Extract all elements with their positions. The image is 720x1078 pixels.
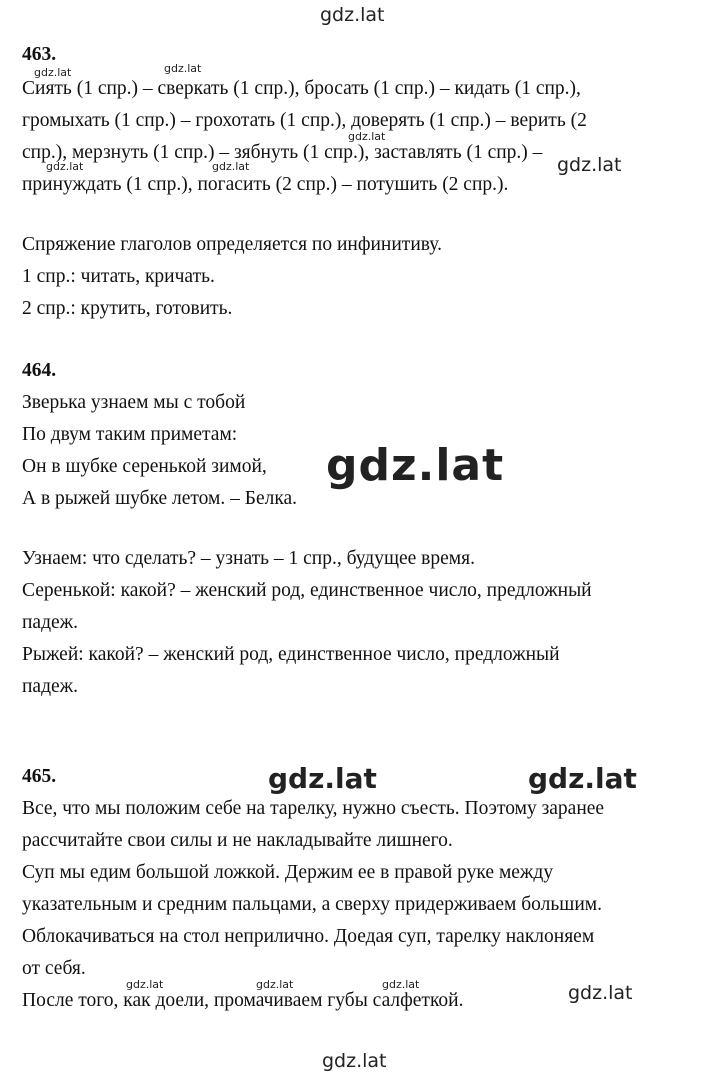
watermark-top: gdz.lat [320, 4, 385, 26]
rule-line: Спряжение глаголов определяется по инфинитиву. [22, 234, 442, 255]
watermark-small: gdz.lat [126, 978, 164, 991]
task-number-465: 465. [22, 766, 57, 787]
analysis-line: Узнаем: что сделать? – узнать – 1 спр., будущее время. [22, 548, 475, 569]
poem-line: По двум таким приметам: [22, 424, 238, 445]
watermark-small: gdz.lat [34, 66, 72, 79]
task-number-464: 464. [22, 360, 57, 381]
task-465-line: Все, что мы положим себе на тарелку, нужно съесть. Поэтому заранее [22, 798, 605, 819]
rule-line: 1 спр.: читать, кричать. [22, 266, 215, 287]
rule-line: 2 спр.: крутить, готовить. [22, 298, 233, 319]
analysis-line: Рыжей: какой? – женский род, единственное число, предложный [22, 644, 560, 665]
watermark-large-right: gdz.lat [528, 762, 637, 795]
watermark-side-top: gdz.lat [557, 154, 622, 176]
task-465-line: указательным и средним пальцами, а сверху придерживаем большим. [22, 894, 602, 915]
watermark-small: gdz.lat [164, 62, 202, 75]
task-465-line: рассчитайте свои силы и не накладывайте лишнего. [22, 830, 453, 851]
watermark-bottom: gdz.lat [322, 1050, 387, 1072]
watermark-side-bottom: gdz.lat [568, 982, 633, 1004]
analysis-line: падеж. [22, 676, 79, 697]
task-463-line: Сиять (1 спр.) – сверкать (1 спр.), бросать (1 спр.) – кидать (1 спр.), [22, 78, 581, 99]
task-number-463: 463. [22, 44, 57, 65]
watermark-small: gdz.lat [212, 160, 250, 173]
task-465-line: Облокачиваться на стол неприлично. Доедая суп, тарелку наклоняем [22, 926, 595, 947]
analysis-line: падеж. [22, 612, 79, 633]
watermark-center: gdz.lat [326, 440, 505, 491]
analysis-line: Серенькой: какой? – женский род, единственное число, предложный [22, 580, 592, 601]
task-465-line: Суп мы едим большой ложкой. Держим ее в правой руке между [22, 862, 554, 883]
poem-line: Он в шубке серенькой зимой, [22, 456, 267, 477]
task-465-line: После того, как доели, промачиваем губы салфеткой. [22, 990, 464, 1011]
task-463-line: принуждать (1 спр.), погасить (2 спр.) – потушить (2 спр.). [22, 174, 509, 195]
watermark-small: gdz.lat [256, 978, 294, 991]
task-465-line: от себя. [22, 958, 86, 979]
poem-line: А в рыжей шубке летом. – Белка. [22, 488, 298, 509]
watermark-small: gdz.lat [382, 978, 420, 991]
watermark-small: gdz.lat [348, 130, 386, 143]
poem-line: Зверька узнаем мы с тобой [22, 392, 246, 413]
watermark-large-left: gdz.lat [268, 762, 377, 795]
task-463-line: спр.), мерзнуть (1 спр.) – зябнуть (1 спр.), заставлять (1 спр.) – [22, 142, 543, 163]
task-463-line: громыхать (1 спр.) – грохотать (1 спр.), доверять (1 спр.) – верить (2 [22, 110, 587, 131]
watermark-small: gdz.lat [46, 160, 84, 173]
